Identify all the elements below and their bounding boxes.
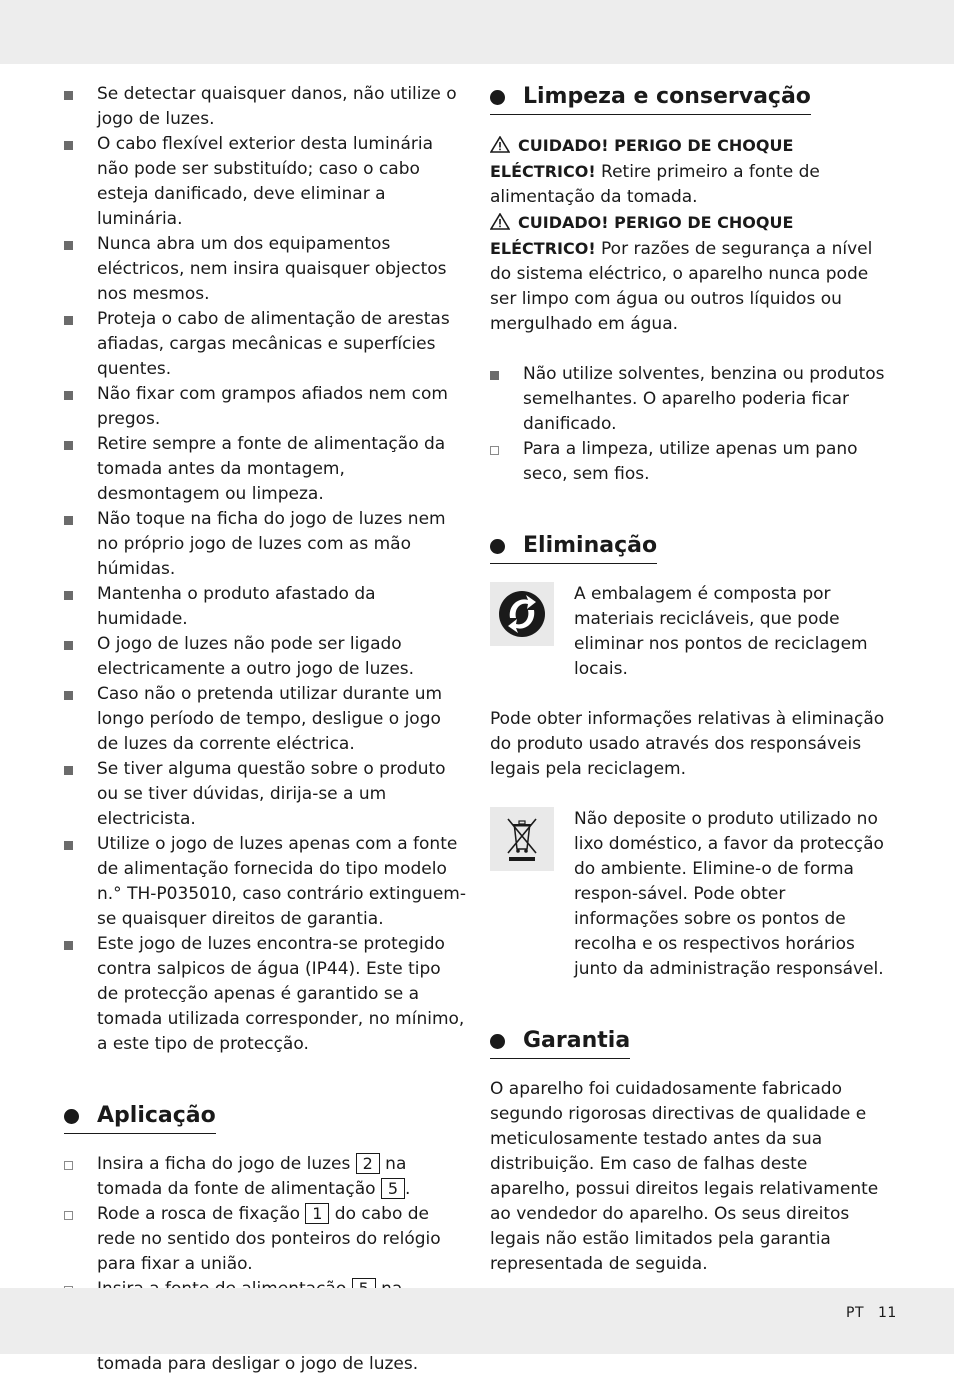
top-band <box>0 0 954 64</box>
list-item: Não toque na ficha do jogo de luzes nem no próprio jogo de luzes com as mão húmidas. <box>64 507 466 582</box>
list-item: Utilize o jogo de luzes apenas com a fonte de alimentação fornecida do tipo modelo n.° TH-P035010, caso contrário extinguem-se quaisquer direitos de garantia. <box>64 832 466 932</box>
bullet-square-icon <box>64 841 73 850</box>
warning-triangle-icon <box>490 213 510 230</box>
warning-triangle-icon <box>490 136 510 153</box>
list-item: Rode a rosca de fixação 1 do cabo de rede no sentido dos ponteiros do relógio para fixar a união. <box>64 1202 466 1277</box>
bullet-square-icon <box>64 91 73 100</box>
bullet-square-icon <box>64 391 73 400</box>
bullet-square-icon <box>64 141 73 150</box>
checkbox-square-icon <box>64 1211 73 1220</box>
heading-eliminacao: Eliminação <box>490 531 657 564</box>
list-item: Para a limpeza, utilize apenas um pano seco, sem fios. <box>490 437 892 487</box>
bullet-square-icon <box>64 241 73 250</box>
list-item: Retire sempre a fonte de alimentação da tomada antes da montagem, desmontagem ou limpeza. <box>64 432 466 507</box>
bullet-square-icon <box>64 441 73 450</box>
list-item: Nunca abra um dos equipamentos eléctricos, nem insira quaisquer objectos nos mesmos. <box>64 232 466 307</box>
page-footer <box>846 1305 911 1321</box>
list-item: Se tiver alguma questão sobre o produto ou se tiver dúvidas, dirija-se a um electricista. <box>64 757 466 832</box>
list-item: Não utilize solventes, benzina ou produtos semelhantes. O aparelho poderia ficar danificado. <box>490 362 892 437</box>
packaging-block: A embalagem é composta por materiais recicláveis, que pode eliminar nos pontos de reciclagem locais. <box>490 582 892 682</box>
list-item: Caso não o pretenda utilizar durante um longo período de tempo, desligue o jogo de luzes da corrente eléctrica. <box>64 682 466 757</box>
heading-dot-icon <box>490 90 505 105</box>
list-item: O cabo flexível exterior desta luminária não pode ser substituído; caso o cabo esteja danificado, deve eliminar a luminária. <box>64 132 466 232</box>
list-item: Mantenha o produto afastado da humidade. <box>64 582 466 632</box>
heading-dot-icon <box>490 539 505 554</box>
checkbox-square-icon <box>490 446 499 455</box>
warning-2: CUIDADO! PERIGO DE CHOQUE ELÉCTRICO! Por razões de segurança a nível do sistema eléctrico, o aparelho nunca pode ser limpo com água ou outros líquidos ou mergulhado em água. <box>490 213 873 334</box>
garantia-text: O aparelho foi cuidadosamente fabricado segundo rigorosas directivas de qualidade e meticulosamente testado antes da sua distribuição. Em caso de falhas deste aparelho, possui direitos legais relativamente ao vendedor do aparelho. Os seus direitos legais não estão limitados pela garantia representada de seguida. <box>490 1079 879 1274</box>
part-ref: 2 <box>356 1153 380 1174</box>
page-number: 11 <box>878 1305 897 1321</box>
warning-1: CUIDADO! PERIGO DE CHOQUE ELÉCTRICO! Retire primeiro a fonte de alimentação da tomada. <box>490 136 820 207</box>
list-item: Insira a ficha do jogo de luzes 2 na tomada da fonte de alimentação 5 . <box>64 1152 466 1202</box>
checkbox-square-icon <box>64 1161 73 1170</box>
bottom-band <box>0 1288 954 1354</box>
bullet-square-icon <box>64 316 73 325</box>
recycling-icon <box>490 582 554 646</box>
part-ref: 5 <box>381 1178 405 1199</box>
crossed-bin-icon <box>490 807 554 871</box>
bullet-square-icon <box>64 516 73 525</box>
bullet-square-icon <box>64 766 73 775</box>
list-item: O jogo de luzes não pode ser ligado electricamente a outro jogo de luzes. <box>64 632 466 682</box>
list-item: Se detectar quaisquer danos, não utilize o jogo de luzes. <box>64 82 466 132</box>
footer-language: PT <box>846 1305 864 1321</box>
safety-list <box>64 82 466 1057</box>
list-item: Este jogo de luzes encontra-se protegido contra salpicos de água (IP44). Este tipo de protecção apenas é garantido se a tomada utilizada corresponder, no mínimo, a este tipo de protecção. <box>64 932 466 1057</box>
list-item: Não fixar com grampos afiados nem com pregos. <box>64 382 466 432</box>
heading-garantia: Garantia <box>490 1026 630 1059</box>
bullet-square-icon <box>64 941 73 950</box>
bullet-square-icon <box>64 691 73 700</box>
list-item: Proteja o cabo de alimentação de arestas afiadas, cargas mecânicas e superfícies quentes. <box>64 307 466 382</box>
heading-dot-icon <box>490 1034 505 1049</box>
weee-block: Não deposite o produto utilizado no lixo doméstico, a favor da protecção do ambiente. Elimine-o de forma respon-sável. Pode obter informações sobre os pontos de recolha e os respectivos horários junto da administração responsável. <box>490 807 892 982</box>
list-item: tomada para desligar o jogo de luzes. <box>64 1327 466 1377</box>
bullet-square-icon <box>490 371 499 380</box>
part-ref: 1 <box>305 1203 329 1224</box>
left-column <box>64 82 466 1377</box>
limpeza-list <box>490 362 892 487</box>
heading-dot-icon <box>64 1109 79 1124</box>
disposal-info: Pode obter informações relativas à eliminação do produto usado através dos responsáveis legais pela reciclagem. <box>490 709 885 779</box>
bullet-square-icon <box>64 591 73 600</box>
bullet-square-icon <box>64 641 73 650</box>
right-column <box>490 82 892 1277</box>
heading-aplicacao: Aplicação <box>64 1101 216 1134</box>
heading-limpeza: Limpeza e conservação <box>490 82 811 115</box>
